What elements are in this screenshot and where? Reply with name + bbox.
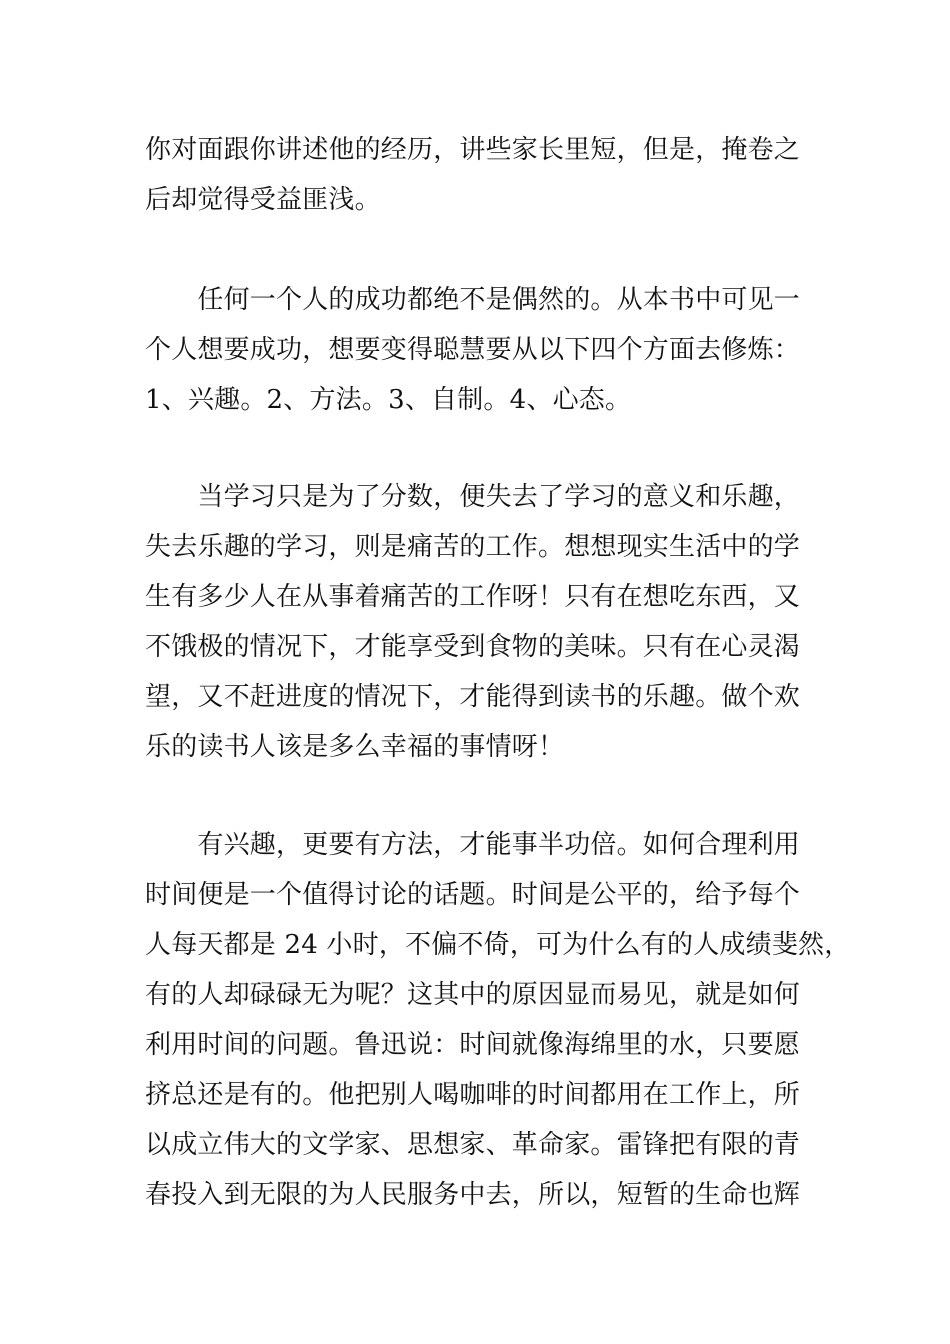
text-line: 有的人却碌碌无为呢？这其中的原因显而易见，就是如何 bbox=[145, 980, 801, 1010]
text-line: 不饿极的情况下，才能享受到食物的美味。只有在心灵渴 bbox=[145, 632, 801, 662]
text-line: 有兴趣，更要有方法，才能事半功倍。如何合理利用 bbox=[145, 830, 801, 860]
text-line: 望，又不赶进度的情况下，才能得到读书的乐趣。做个欢 bbox=[145, 682, 801, 712]
text-line: 失去乐趣的学习，则是痛苦的工作。想想现实生活中的学 bbox=[145, 532, 801, 562]
text-line: 时间便是一个值得讨论的话题。时间是公平的，给予每个 bbox=[145, 880, 801, 910]
text-line: 春投入到无限的为人民服务中去，所以，短暂的生命也辉 bbox=[145, 1180, 801, 1210]
text-line: 以成立伟大的文学家、思想家、革命家。雷锋把有限的青 bbox=[145, 1130, 801, 1160]
text-line: 乐的读书人该是多么幸福的事情呀！ bbox=[145, 732, 565, 762]
text-line: 1、兴趣。2、方法。3、自制。4、心态。 bbox=[145, 385, 632, 415]
text-line: 个人想要成功，想要变得聪慧要从以下四个方面去修炼： bbox=[145, 335, 801, 365]
text-line: 你对面跟你讲述他的经历，讲些家长里短，但是，掩卷之 bbox=[145, 135, 801, 165]
text-line: 生有多少人在从事着痛苦的工作呀！只有在想吃东西，又 bbox=[145, 582, 801, 612]
text-line: 人每天都是 24 小时，不偏不倚，可为什么有的人成绩斐然， bbox=[145, 930, 851, 960]
text-line: 挤总还是有的。他把别人喝咖啡的时间都用在工作上，所 bbox=[145, 1080, 801, 1110]
text-line: 任何一个人的成功都绝不是偶然的。从本书中可见一 bbox=[145, 285, 801, 315]
text-line: 后却觉得受益匪浅。 bbox=[145, 185, 381, 215]
text-line: 利用时间的问题。鲁迅说：时间就像海绵里的水，只要愿 bbox=[145, 1030, 801, 1060]
text-line: 当学习只是为了分数，便失去了学习的意义和乐趣， bbox=[145, 482, 801, 512]
